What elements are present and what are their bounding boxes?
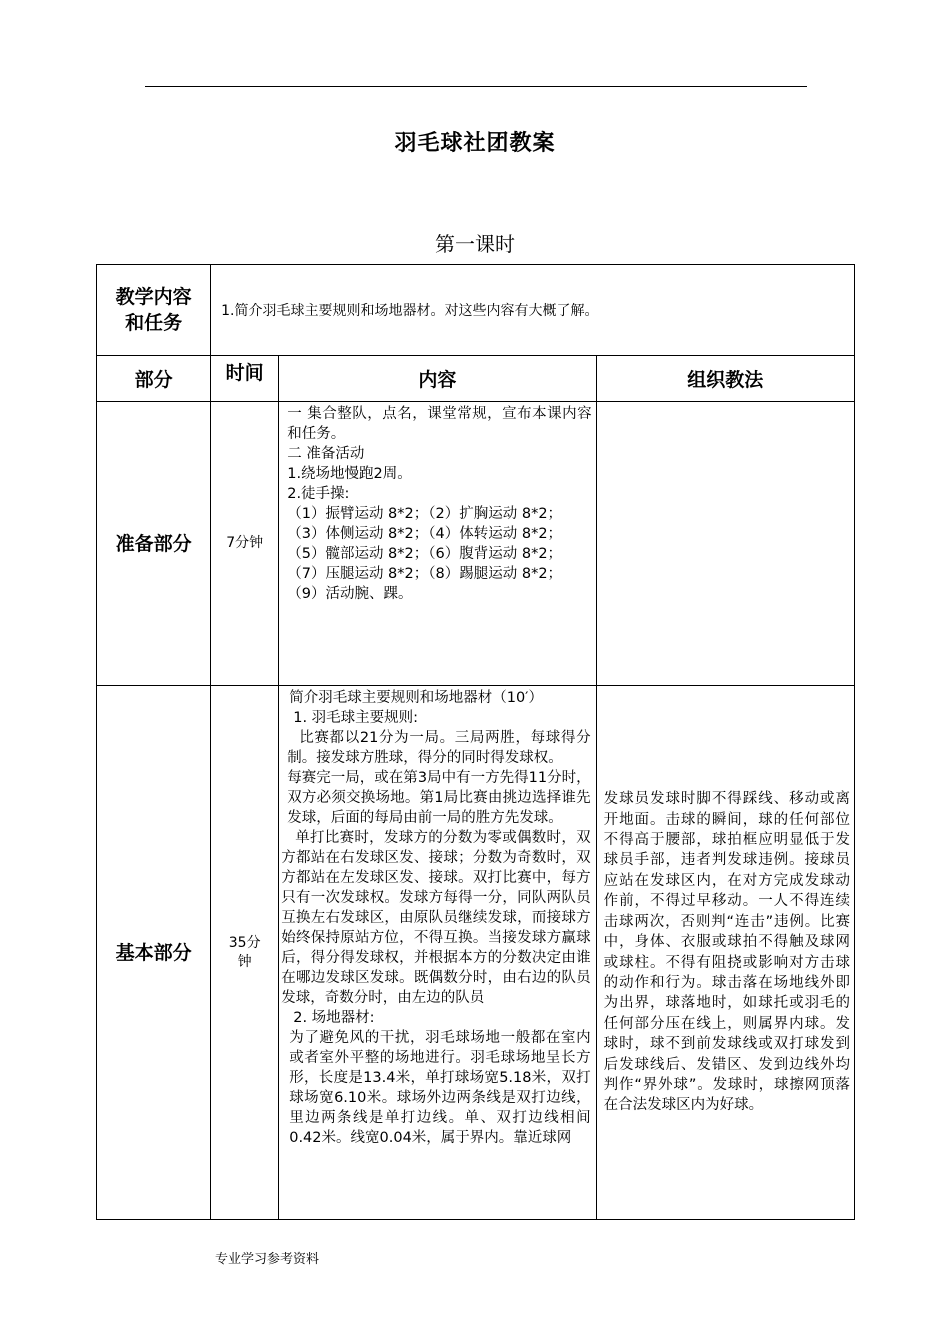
prep-line: （7）压腿运动 8*2；（8）踢腿运动 8*2； [287, 566, 563, 582]
task-label-cell [97, 265, 211, 356]
column-header-time: 时间 [211, 356, 279, 402]
prep-content [279, 402, 596, 686]
prep-method [596, 402, 854, 686]
prep-label: 准备部分 [97, 402, 211, 686]
column-header-part: 部分 [97, 356, 211, 402]
document-title: 羽毛球社团教案 [394, 131, 556, 156]
prep-line: （1）振臂运动 8*2；（2）扩胸运动 8*2； [287, 506, 563, 522]
prep-line: 1.绕场地慢跑2周。 [287, 466, 412, 482]
basic-line: 简介羽毛球主要规则和场地器材（10′） [289, 690, 543, 706]
basic-line: 每赛完一局，或在第3局中有一方先得11分时，双方必须交换场地。第1局比赛由挑边选择谁先发球，后面的每局由前一局的胜方先发球。 [287, 770, 591, 826]
basic-label: 基本部分 [97, 686, 211, 1220]
basic-method: 发球员发球时脚不得踩线、移动或离开地面。击球的瞬间，球的任何部位不得高于腰部，球拍框应明显低于发球员手部，违者判发球违例。接球员应站在发球区内，在对方完成发球动作前，不得过早移动。一人不得连续击球两次，否则判“连击”违例。比赛中，身体、衣服或球拍不得触及球网或球柱。不得有阻挠或影响对方击球的动作和行为。球击落在场地线外即为出界，球落地时，如球托或羽毛的任何部分压在线上，则属界内球。发球时，球不到前发球线或双打球发到后发球线后、发错区、发到边线外均判作“界外球”。发球时，球擦网顶落在合法发球区内为好球。 [596, 686, 854, 1220]
prep-time: 7分钟 [211, 402, 279, 686]
prep-line: （9）活动腕、踝。 [287, 586, 413, 602]
task-text: 1.简介羽毛球主要规则和场地器材。对这些内容有大概了解。 [211, 265, 855, 356]
prep-line: （3）体侧运动 8*2；（4）体转运动 8*2； [287, 526, 563, 542]
basic-line: 1. 羽毛球主要规则: [293, 710, 419, 726]
prep-line: 二 准备活动 [287, 446, 365, 462]
prep-line: 一 集合整队，点名，课堂常规，宣布本课内容和任务。 [287, 406, 592, 442]
basic-line: 比赛都以21分为一局。三局两胜，每球得分制。接发球方胜球，得分的同时得发球权。 [287, 730, 591, 766]
prep-line: 2.徒手操: [287, 486, 350, 502]
column-header-row [97, 356, 855, 402]
basic-line: 单打比赛时，发球方的分数为零或偶数时，双方都站在右发球区发、接球；分数为奇数时，双方都站在左发球区发、接球。双打比赛中，每方只有一次发球权。发球方每得一分，同队两队员互换左右发球区，由原队员继续发球，而接球方始终保持原站方位，不得互换。当接发球方赢球后，得分得发球权，并根据本方的分数决定由谁在哪边发球区发球。既偶数分时，由右边的队员发球，奇数分时，由左边的队员 [281, 830, 591, 1006]
basic-line: 为了避免风的干扰，羽毛球场地一般都在室内或者室外平整的场地进行。羽毛球场地呈长方形，长度是13.4米，单打球场宽5.18米，双打球场宽6.10米。球场外边两条线是双打边线，里边两条线是单打边线。单、双打边线相间0.42米。线宽0.04米，属于界内。靠近球网 [289, 1030, 591, 1146]
basic-line: 2. 场地器材: [293, 1010, 375, 1026]
column-header-method: 组织教法 [596, 356, 854, 402]
prep-row [97, 402, 855, 686]
basic-time-cell [211, 686, 279, 1220]
column-header-content: 内容 [279, 356, 596, 402]
footer-text: 专业学习参考资料 [215, 1252, 320, 1267]
prep-line: （5）髋部运动 8*2；（6）腹背运动 8*2； [287, 546, 563, 562]
basic-content [279, 686, 596, 1220]
basic-time: 35分钟 [228, 934, 261, 970]
lesson-plan-table [96, 264, 855, 1220]
basic-row [97, 686, 855, 1220]
task-row [97, 265, 855, 356]
top-rule [145, 86, 807, 87]
task-label: 教学内容和任务 [115, 286, 192, 334]
lesson-title: 第一课时 [435, 232, 515, 256]
